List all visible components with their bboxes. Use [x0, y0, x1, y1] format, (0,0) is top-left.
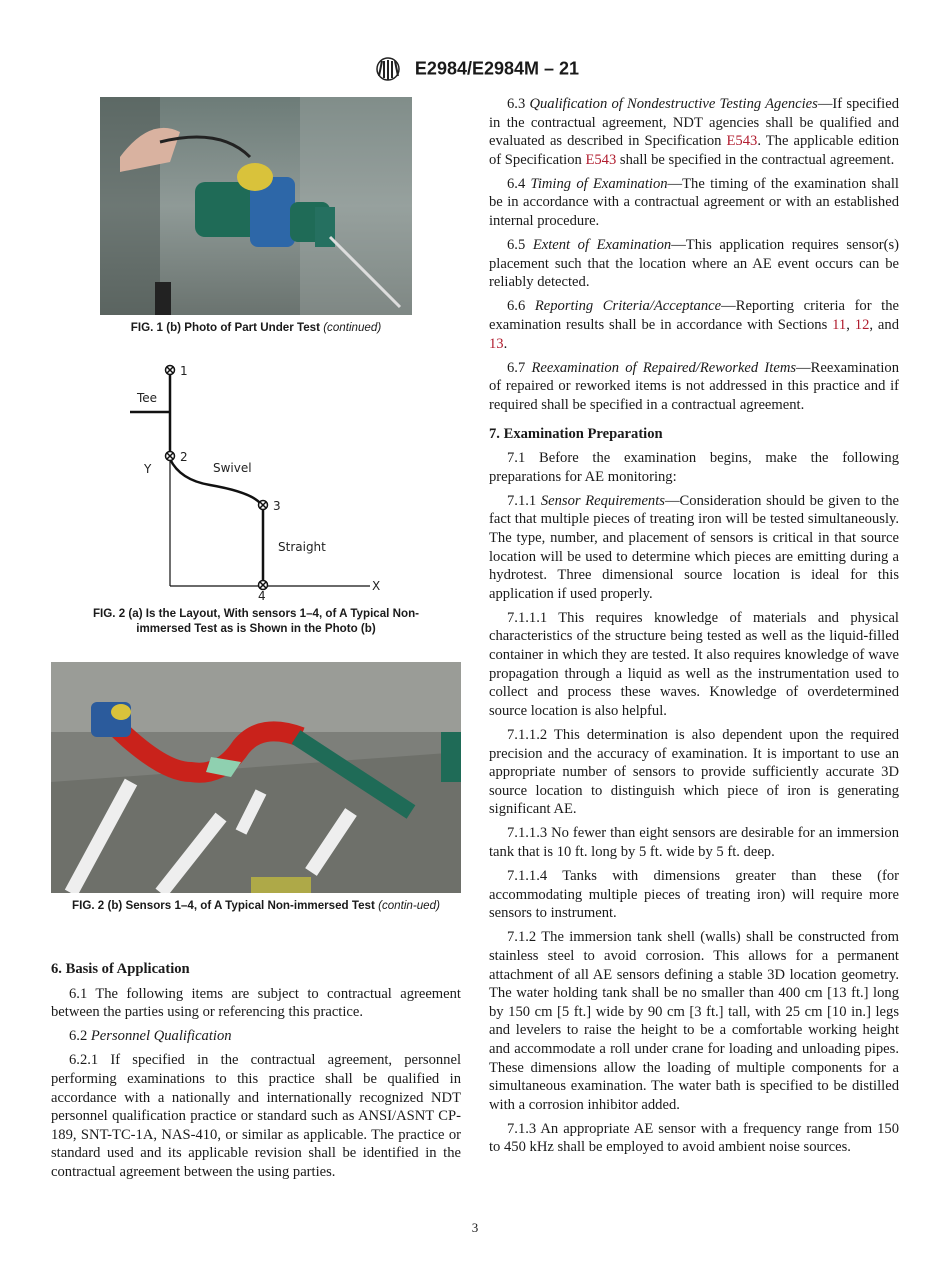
paragraph — [489, 297, 899, 353]
paragraph-title: Timing of Examination — [530, 175, 668, 192]
paragraph-text: 7.1.1.2 This determination is also dependent upon the required precision and the accuracy of examination. It is important to use an appropriate number of sensors to provide sufficiently accurate 3D source location to distinguish which piece of iron is generating significant AE. — [489, 726, 899, 818]
paragraph-text: 6.7 — [507, 359, 532, 376]
right-column-text — [489, 95, 899, 1162]
paragraph — [489, 236, 899, 292]
sensor-3-icon — [259, 501, 268, 510]
paragraph-text: 7.1.1.3 No fewer than eight sensors are desirable for an immersion tank that is 10 ft. long by 5 ft. wide by 5 ft. deep. — [489, 825, 899, 860]
reference-link[interactable]: 11 — [832, 317, 847, 334]
paragraph-text: 7.1.3 An appropriate AE sensor with a frequency range from 150 to 450 kHz shall be employed to avoid ambient noise sources. — [489, 1120, 899, 1156]
left-column-text — [51, 950, 461, 1187]
paragraph-title: Reporting Criteria/Acceptance — [534, 298, 722, 315]
reference-link[interactable]: 12 — [854, 317, 870, 334]
fig2b-caption — [51, 898, 461, 913]
fig1b-photo — [100, 97, 412, 315]
caption-suffix: (continued) — [323, 321, 382, 334]
paragraph-text: 7.1 Before the examination begins, make the following preparations for AE monitoring: — [489, 450, 899, 485]
paragraph-text: 6.4 — [507, 175, 531, 192]
paragraph-text: 7.1.1.1 This requires knowledge of materials and physical characteristics of the structure being tested as well as the liquid-filled container in which they are tested. It also requires knowledge of wave propagation through a liquid as well as the instrumentation used to collect and process these waves. Knowledge of overdetermined source location is also helpful. — [489, 609, 899, 719]
sensor-2-icon — [166, 452, 175, 461]
straight-label: Straight — [278, 540, 326, 554]
paragraph — [489, 175, 899, 231]
paragraphs — [51, 985, 461, 1182]
paragraph-title: Personnel Qualification — [90, 1028, 232, 1045]
swivel-label: Swivel — [213, 461, 252, 475]
reference-link[interactable]: E543 — [585, 151, 617, 168]
paragraph-text: 6.3 — [507, 96, 530, 112]
paragraph-title: Sensor Requirements — [540, 492, 665, 509]
paragraph-text: 6.6 — [507, 298, 535, 315]
paragraph — [489, 867, 899, 923]
y-axis-label: Y — [144, 462, 152, 476]
paragraph — [489, 359, 899, 415]
paragraph — [489, 928, 899, 1114]
caption-line: immersed Test as is Shown in the Photo (b) — [136, 622, 376, 635]
paragraph-text: 6.5 — [507, 237, 533, 254]
sensor-3-label: 3 — [273, 499, 281, 513]
section-heading: 7. Examination Preparation — [489, 425, 663, 442]
paragraph-text: , — [846, 317, 855, 334]
paragraph-text: —Consideration should be given to the fact that multiple pieces of treating iron will be tested simultaneously. The type, number, and placement of sensors is critical in that source location will be used to determine which pieces are emitting during a hydrotest. Three dimensional source location is ideal for this application if used properly. — [489, 492, 900, 602]
paragraph — [489, 726, 899, 819]
paragraph — [51, 985, 461, 1022]
paragraph-text: . The applicable edition of Specification — [489, 133, 900, 168]
x-axis-label: X — [372, 579, 381, 593]
paragraph-title: Qualification of Nondestructive Testing Agencies — [529, 96, 818, 112]
paragraphs — [489, 95, 899, 415]
paragraph-text: —Reexamination of repaired or reworked items is not addressed in this practice and if required shall be specified in a contractual agreement. — [489, 359, 899, 413]
paragraph-text: —This application requires sensor(s) placement such that the location where an AE event occurs can be reliably detected. — [489, 237, 900, 291]
fig1b-caption — [51, 320, 461, 335]
sensor-1-icon — [166, 366, 175, 375]
sensor-4-label: 4 — [258, 589, 266, 603]
paragraph — [489, 1120, 899, 1157]
paragraph — [489, 824, 899, 861]
paragraph — [489, 449, 899, 486]
fig2b-photo — [51, 662, 461, 893]
section-heading: 6. Basis of Application — [51, 961, 190, 977]
fig2a-caption — [51, 606, 461, 636]
caption-text: FIG. 1 (b) Photo of Part Under Test — [130, 321, 320, 334]
paragraph-text: 7.1.1.4 Tanks with dimensions greater than these (for accommodating multiple pieces of treating iron) will require more sensors to instrument. — [489, 868, 899, 922]
caption-suffix: (contin-ued) — [378, 899, 440, 912]
page-header — [0, 56, 950, 82]
reference-link[interactable]: E543 — [726, 133, 758, 150]
caption-line: FIG. 2 (a) Is the Layout, With sensors 1–4, of A Typical Non- — [92, 607, 420, 620]
paragraph-text: —The timing of the examination shall be in accordance with a contractual agreement or with an established internal procedure. — [489, 175, 899, 230]
page-number: 3 — [471, 1220, 479, 1235]
paragraph — [489, 492, 899, 604]
paragraph-text: —Reporting criteria for the examination results shall be in accordance with Sections — [489, 298, 899, 334]
paragraph-text: shall be specified in the contractual agreement. — [616, 151, 895, 168]
document-designation: E2984/E2984M – 21 — [414, 58, 580, 79]
fig2a-layout-diagram — [100, 355, 400, 605]
paragraph-text: . — [503, 335, 508, 352]
paragraph-text: 6.2.1 If specified in the contractual agreement, personnel performing examinations to this practice shall be qualified in accordance with a nationally and internationally recognized NDT personnel qualification practice or standard such as ANSI/ASNT CP-189, SNT-TC-1A, NAS-410, or similar as applicable. The practice or standard used and its applicable revision shall be identified in the contractual agreement between the using parties. — [51, 1052, 461, 1180]
sensor-markers — [166, 366, 268, 590]
paragraphs — [489, 449, 899, 1157]
paragraph — [489, 95, 899, 169]
paragraph-title: Reexamination of Repaired/Reworked Items — [531, 359, 797, 376]
paragraph-text: 6.2 — [69, 1028, 91, 1045]
tee-label: Tee — [137, 391, 158, 405]
paragraph — [51, 1027, 461, 1046]
paragraph-text: , and — [869, 317, 899, 334]
sensor-1-label: 1 — [180, 364, 188, 378]
paragraph-text: —If specified in the contractual agreement, NDT agencies shall be qualified and evaluated as described in Specification — [489, 96, 899, 150]
paragraph-title: Extent of Examination — [532, 237, 672, 254]
paragraph-text: 7.1.2 The immersion tank shell (walls) shall be constructed from stainless steel to avoid corrosion. This allows for a permanent attachment of all AE sensors defining a stable 3D location geometry. The water holding tank shall be no smaller than 400 cm [13 ft.] long by 150 cm [5 ft.] wide by 90 cm [3 ft.] tall, with 25 cm [10 in.] legs and levelers to raise the height to be a comfortable working height and accommodate a roll under crane for loading and unloading pipes. These dimensions allow the loading of multiple components for a simultaneous examination. The water bath is specified to be distilled with a corrosion inhibitor added. — [489, 929, 899, 1113]
paragraph — [51, 1051, 461, 1181]
reference-link[interactable]: 13 — [489, 335, 504, 352]
caption-text: FIG. 2 (b) Sensors 1–4, of A Typical Non-immersed Test — [72, 899, 375, 912]
paragraph-text: 6.1 The following items are subject to contractual agreement between the parties using or referencing this practice. — [51, 985, 461, 1021]
paragraph-text: 7.1.1 — [507, 492, 541, 509]
paragraph — [489, 609, 899, 721]
astm-logo-icon — [371, 56, 405, 82]
sensor-2-label: 2 — [180, 450, 188, 464]
